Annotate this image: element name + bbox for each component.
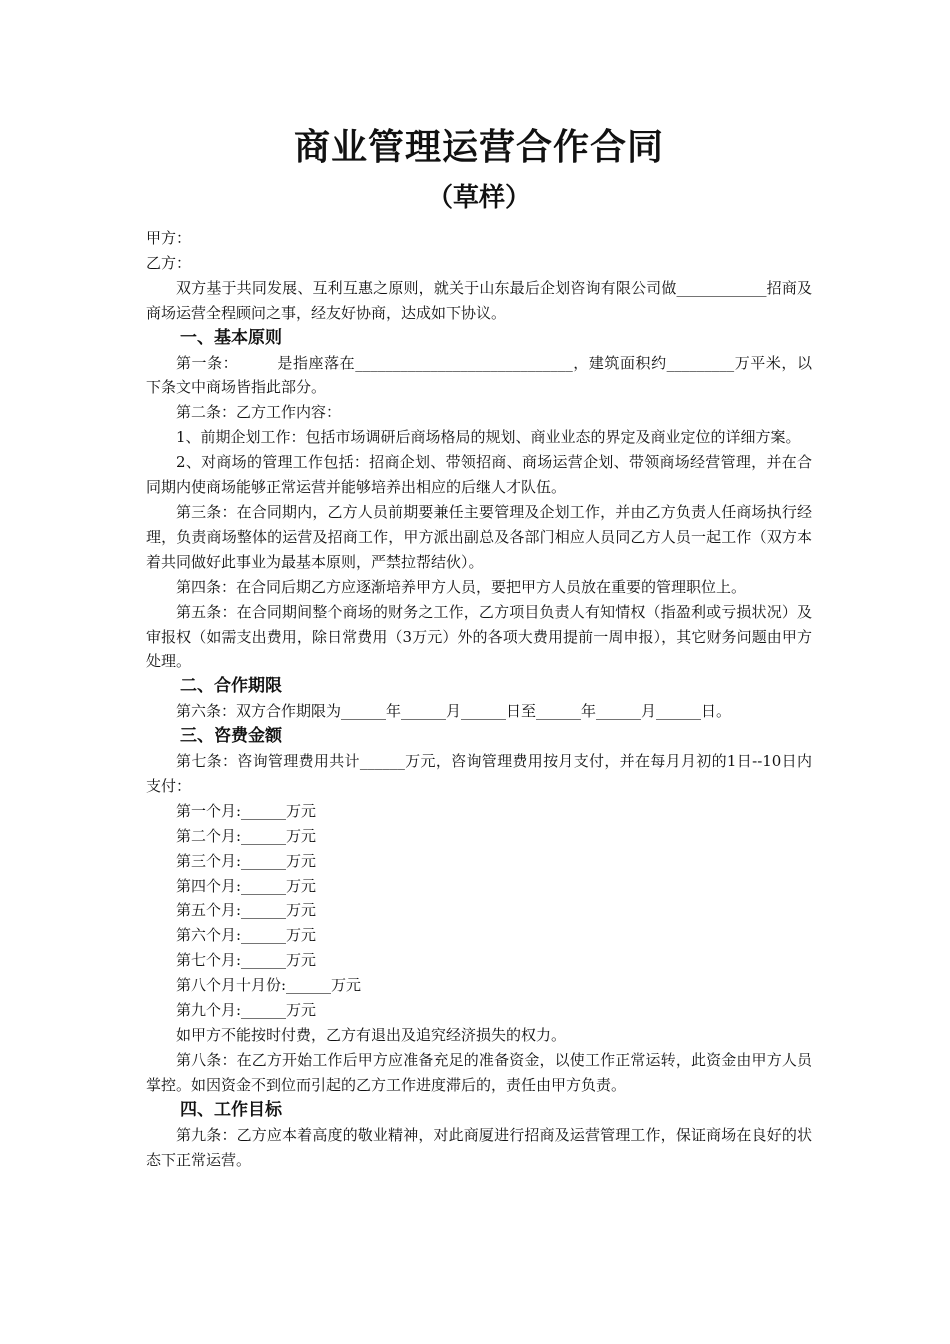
party-b-line: 乙方：: [146, 253, 192, 272]
section3-heading: 三、咨费金额: [180, 726, 282, 747]
article-1: 第一条： 是指座落在_____________________________，建筑面积约_________万平米，以下条文中商场皆指此部分。: [146, 353, 812, 397]
month-fee-line: 第八个月十月份:______万元: [176, 976, 362, 995]
late-payment-note: 如甲方不能按时付费，乙方有退出及追究经济损失的权力。: [176, 1026, 567, 1044]
month-fee-line: 第七个月:______万元: [176, 951, 317, 970]
article-5: 第五条：在合同期间整个商场的财务之工作，乙方项目负责人有知情权（指盈利或亏损状况）及审报权（如需支出费用，除日常费用（3万元）外的各项大费用提前一周申报），其它财务问题由甲方处理。: [146, 602, 812, 671]
article-2-item-2: 2、对商场的管理工作包括：招商企划、带领招商、商场运营企划、带领商场经营管理，并在合同期内使商场能够正常运营并能够培养出相应的后继人才队伍。: [146, 453, 812, 497]
article-3: 第三条：在合同期内，乙方人员前期要兼任主要管理及企划工作，并由乙方负责人任商场执行经理，负责商场整体的运营及招商工作，甲方派出副总及各部门相应人员同乙方人员一起工作（双方本着共同做好此事业为最基本原则，严禁拉帮结伙）。: [146, 502, 812, 571]
article-2: 第二条：乙方工作内容：: [176, 403, 342, 422]
month-fee-line: 第二个月:______万元: [176, 826, 317, 845]
month-fee-line: 第三个月:______万元: [176, 851, 317, 870]
article-8: 第八条：在乙方开始工作后甲方应准备充足的准备资金，以使工作正常运转，此资金由甲方人员掌控。如因资金不到位而引起的乙方工作进度滞后的，责任由甲方负责。: [146, 1050, 812, 1094]
intro-paragraph: 双方基于共同发展、互利互惠之原则，就关于山东最后企划咨询有限公司做____________招商及商场运营全程顾问之事，经友好协商，达成如下协议。: [146, 278, 812, 322]
month-fee-line: 第六个月:______万元: [176, 926, 317, 945]
document-title: 商业管理运营合作合同: [293, 127, 664, 168]
article-6: 第六条：双方合作期限为______年______月______日至______年______月______日。: [176, 702, 732, 721]
month-fee-line: 第五个月:______万元: [176, 901, 317, 920]
party-a-line: 甲方：: [146, 229, 192, 247]
month-fee-line: 第四个月:______万元: [176, 876, 317, 895]
document-body: [146, 226, 812, 1172]
article-2-item-1: 1、前期企划工作：包括市场调研后商场格局的规划、商业业态的界定及商业定位的详细方案。: [176, 428, 801, 447]
section2-heading: 二、合作期限: [180, 676, 282, 697]
section1-heading: 一、基本原则: [180, 327, 282, 348]
article-7: 第七条：咨询管理费用共计______万元，咨询管理费用按月支付，并在每月月初的1日--10日内支付：: [146, 752, 812, 795]
article-9: 第九条：乙方应本着高度的敬业精神，对此商厦进行招商及运营管理工作，保证商场在良好的状态下正常运营。: [146, 1125, 812, 1169]
document-subtitle: （草样）: [426, 183, 531, 213]
monthly-fee-list: [146, 799, 812, 1023]
month-fee-line: 第九个月:______万元: [176, 1001, 317, 1020]
section4-heading: 四、工作目标: [180, 1099, 282, 1120]
article-4: 第四条：在合同后期乙方应逐渐培养甲方人员，要把甲方人员放在重要的管理职位上。: [176, 577, 747, 596]
month-fee-line: 第一个月:______万元: [176, 801, 317, 820]
